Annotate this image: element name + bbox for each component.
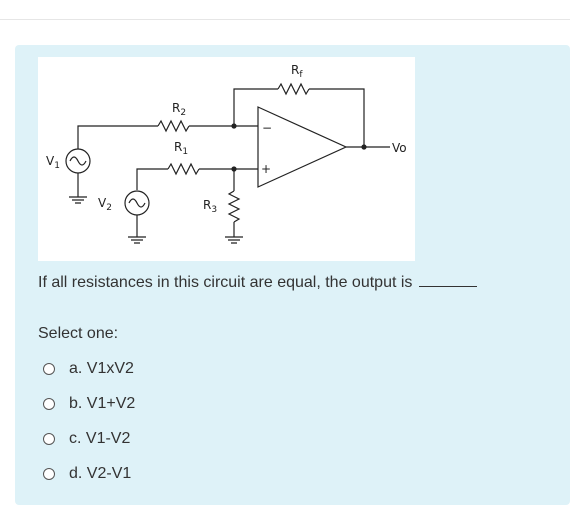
option-label: d. V2-V1: [69, 464, 132, 482]
question-card: [15, 45, 570, 505]
option-b[interactable]: [43, 386, 135, 421]
v1-ground: [69, 197, 87, 203]
rf-resistor: [278, 84, 309, 94]
r3-label: $R_3$: [203, 198, 218, 215]
op-amp-circuit-svg: [38, 57, 415, 261]
top-divider: [0, 19, 570, 20]
option-c[interactable]: [43, 421, 135, 456]
v2-label: $V_2$: [98, 196, 112, 213]
answer-options: [43, 351, 135, 491]
op-amp-triangle: [258, 107, 346, 187]
option-label: a. V1xV2: [69, 359, 134, 377]
v2-ground: [128, 237, 146, 243]
option-label: b. V1+V2: [69, 394, 136, 412]
r1-label: $R_1$: [174, 140, 189, 157]
feedback-wire-right: [309, 89, 364, 147]
v1-wire: [78, 126, 158, 149]
v1-label: $V_1$: [46, 154, 60, 171]
answer-blank: [419, 274, 477, 287]
option-a[interactable]: [43, 351, 135, 386]
radio-button[interactable]: [43, 468, 55, 480]
v2-wire: [137, 169, 168, 190]
radio-button[interactable]: [43, 363, 55, 375]
circuit-diagram: [38, 57, 415, 261]
rf-label: $R_f$: [291, 63, 303, 80]
r2-label: $R_2$: [172, 101, 187, 118]
question-text-row: [38, 274, 477, 292]
radio-button[interactable]: [43, 398, 55, 410]
v2-sine: [129, 199, 145, 207]
question-text: If all resistances in this circuit are equal, the output is: [38, 274, 413, 291]
minus-sign: −: [262, 121, 273, 135]
r1-resistor: [168, 164, 199, 174]
radio-button[interactable]: [43, 433, 55, 445]
r2-resistor: [158, 121, 189, 131]
inv-node: [232, 124, 236, 128]
option-label: c. V1-V2: [69, 429, 131, 447]
option-d[interactable]: [43, 456, 135, 491]
select-one-label: Select one:: [38, 325, 119, 342]
r3-resistor: [229, 191, 239, 222]
vo-label: Vo: [392, 141, 407, 155]
output-node: [362, 145, 366, 149]
v1-sine: [70, 157, 86, 165]
r3-ground: [225, 237, 243, 243]
plus-sign: +: [261, 162, 272, 176]
